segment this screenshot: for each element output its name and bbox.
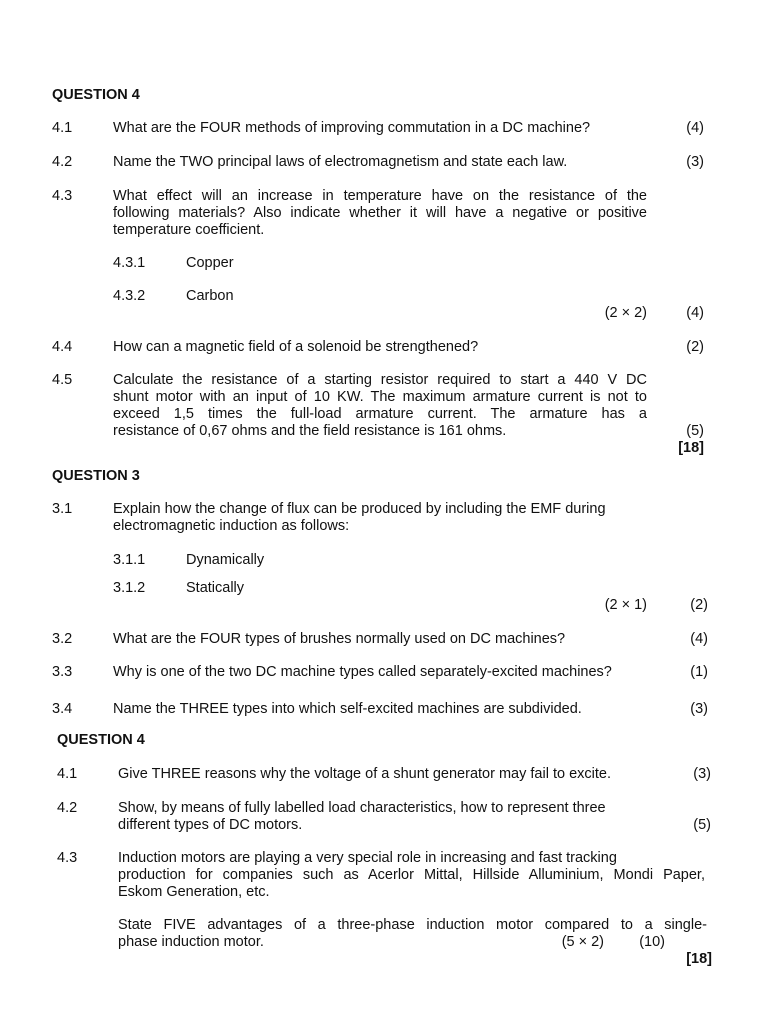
question-marks: (4) [690,631,708,647]
question-number: 4.2 [57,800,78,816]
question-heading: QUESTION 4 [52,87,140,103]
question-heading: QUESTION 4 [57,732,145,748]
question-text-line: exceed 1,5 times the full-load armature current. The armature has a [113,406,647,422]
question-number: 4.3 [57,850,78,866]
question-marks: (2) [686,339,704,355]
question-heading: QUESTION 3 [52,468,140,484]
question-number: 3.2 [52,631,73,647]
subquestion-number: 3.1.2 [113,580,146,596]
question-text-line: What effect will an increase in temperature have on the resistance of the [113,188,647,204]
question-marks: (10) [639,934,665,950]
question-number: 3.4 [52,701,73,717]
question-text-line: shunt motor with an input of 10 KW. The maximum armature current is not to [113,389,647,405]
question-text-line: Calculate the resistance of a starting resistor required to start a 440 V DC [113,372,647,388]
subquestion-number: 4.3.2 [113,288,146,304]
question-text-line: temperature coefficient. [113,222,265,238]
subquestion-number: 4.3.1 [113,255,146,271]
question-number: 3.1 [52,501,73,517]
question-marks: (3) [693,766,711,782]
question-number: 4.4 [52,339,73,355]
mark-calculation: (2 × 2) [604,305,647,321]
question-marks: (3) [690,701,708,717]
question-text-line: electromagnetic induction as follows: [113,518,350,534]
question-marks: (5) [686,423,704,439]
question-marks: (3) [686,154,704,170]
question-text-line: State FIVE advantages of a three-phase induction motor compared to a single- [118,917,707,933]
question-text-line: Show, by means of fully labelled load characteristics, how to represent three [118,800,606,816]
question-number: 4.5 [52,372,73,388]
section-total: [18] [686,951,712,967]
question-text-line: following materials? Also indicate whether it will have a negative or positive [113,205,647,221]
question-marks: (5) [693,817,711,833]
subquestion-text: Carbon [186,288,234,304]
subquestion-text: Dynamically [186,552,265,568]
question-text-line: Eskom Generation, etc. [118,884,270,900]
question-text-line: Induction motors are playing a very special role in increasing and fast tracking [118,850,617,866]
question-text: Name the THREE types into which self-excited machines are subdivided. [113,701,582,717]
question-number: 4.1 [52,120,73,136]
subquestion-text: Copper [186,255,234,271]
question-text: Give THREE reasons why the voltage of a shunt generator may fail to excite. [118,766,611,782]
section-total: [18] [678,440,704,456]
question-text: Why is one of the two DC machine types called separately-excited machines? [113,664,612,680]
question-marks: (4) [686,305,704,321]
question-text-line: Explain how the change of flux can be produced by including the EMF during [113,501,606,517]
question-text-line: different types of DC motors. [118,817,303,833]
subquestion-number: 3.1.1 [113,552,146,568]
question-text-line: production for companies such as Acerlor Mittal, Hillside Alluminium, Mondi Paper, [118,867,705,883]
question-number: 4.2 [52,154,73,170]
question-text: How can a magnetic field of a solenoid be strengthened? [113,339,479,355]
question-text: Name the TWO principal laws of electromagnetism and state each law. [113,154,568,170]
question-marks: (2) [690,597,708,613]
subquestion-text: Statically [186,580,245,596]
question-text-line: resistance of 0,67 ohms and the field resistance is 161 ohms. [113,423,507,439]
mark-calculation: (5 × 2) [561,934,604,950]
question-marks: (4) [686,120,704,136]
mark-calculation: (2 × 1) [604,597,647,613]
question-number: 4.3 [52,188,73,204]
question-text: What are the FOUR types of brushes normally used on DC machines? [113,631,566,647]
question-number: 4.1 [57,766,78,782]
question-marks: (1) [690,664,708,680]
question-text: What are the FOUR methods of improving commutation in a DC machine? [113,120,591,136]
question-number: 3.3 [52,664,73,680]
question-text-line: phase induction motor. [118,934,264,950]
